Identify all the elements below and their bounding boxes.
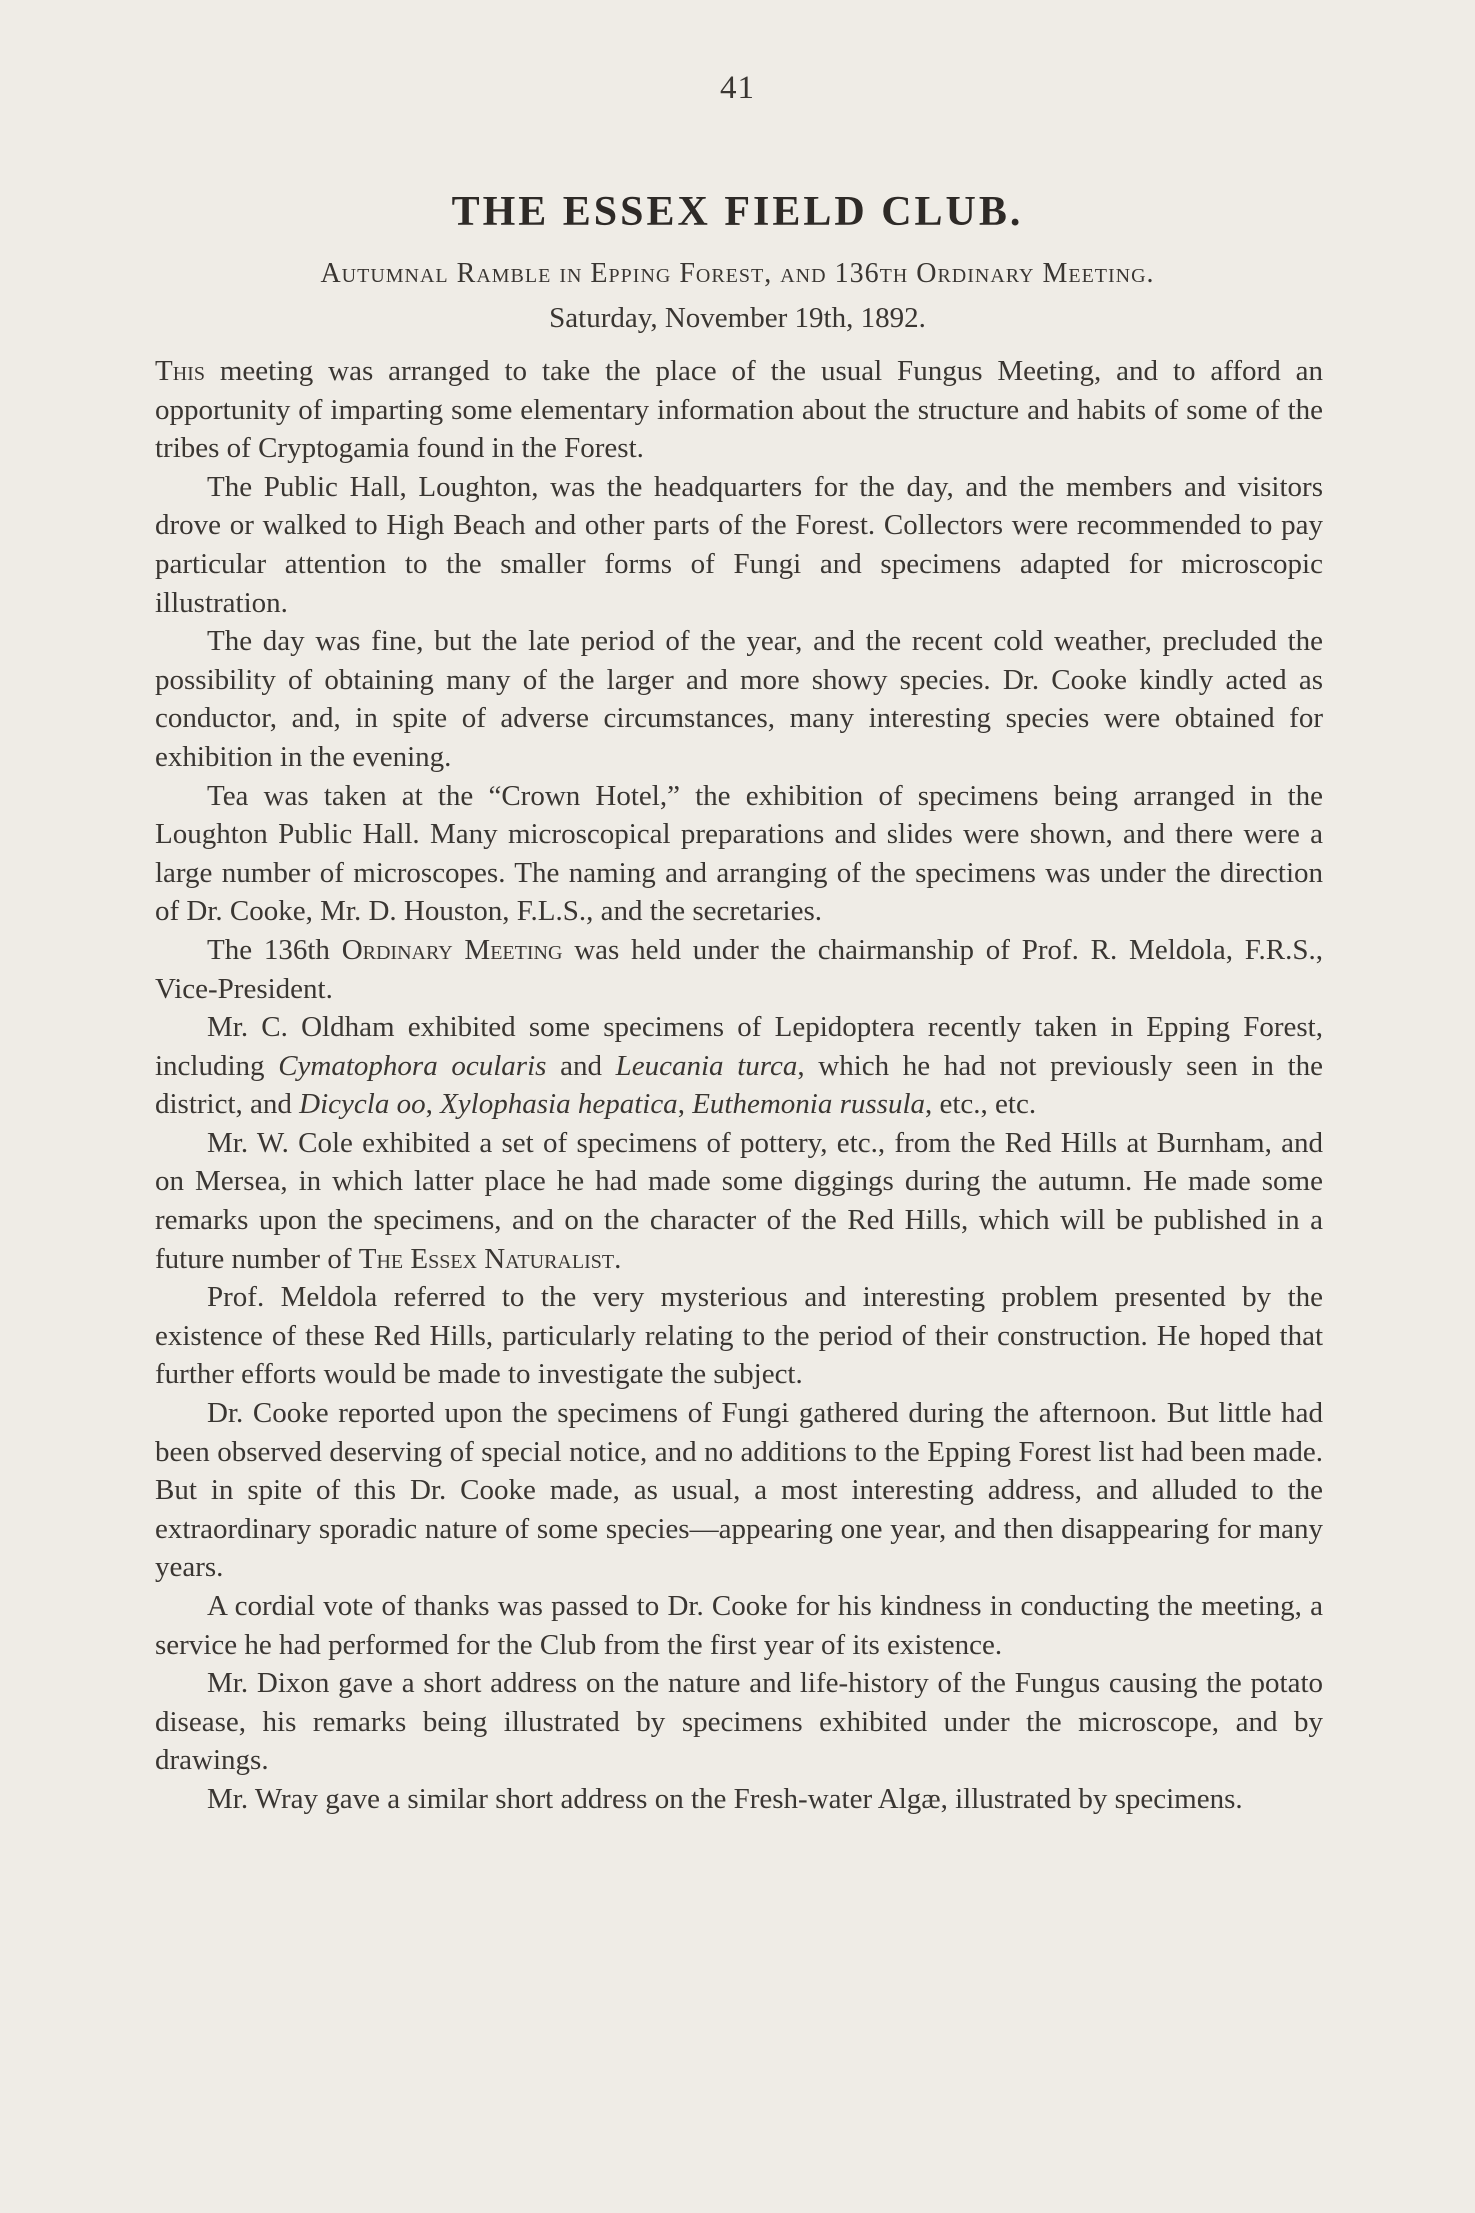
paragraph-cole — [155, 1124, 1323, 1278]
page-subtitle: Autumnal Ramble in Epping Forest, and 136th Ordinary Meeting. — [320, 258, 1155, 289]
paragraph-text: Mr. C. Oldham exhibited some specimens of Lepidoptera recently taken in Epping Forest, including — [155, 1011, 1323, 1082]
paragraph-headquarters: The Public Hall, Loughton, was the headquarters for the day, and the members and visitors drove or walked to High Beach and other parts of the Forest. Collectors were recommended to pay particular attention to the smaller forms of Fungi and specimens adapted for microscopic illustration. — [155, 470, 1323, 619]
meeting-name: Ordinary Meeting — [341, 933, 563, 966]
paragraph-vote-of-thanks: A cordial vote of thanks was passed to Dr. Cooke for his kindness in conducting the meeting, a service he had performed for the Club from the first year of its existence. — [155, 1590, 1323, 1661]
paragraph-text: , etc., etc. — [925, 1088, 1037, 1121]
paragraph-text: The 136th — [207, 933, 342, 966]
publication-name: The Essex Naturalist — [358, 1242, 615, 1275]
species-name: Dicycla oo — [299, 1088, 426, 1121]
article-body — [155, 352, 1323, 1819]
species-name: Leucania turca — [615, 1049, 798, 1082]
paragraph-text: , — [677, 1088, 693, 1121]
paragraph-text: was held under the chairmanship of Prof. R. Meldola, F.R.S., Vice-President. — [155, 933, 1323, 1005]
species-name: Euthemonia russula — [692, 1088, 925, 1121]
species-name: Cymatophora ocularis — [278, 1049, 547, 1082]
meeting-date: Saturday, November 19th, 1892. — [549, 302, 926, 334]
paragraph-lead-word: This — [155, 355, 205, 387]
page-title: THE ESSEX FIELD CLUB. — [451, 189, 1024, 235]
paragraph-meldola: Prof. Meldola referred to the very mysterious and interesting problem presented by the existence of these Red Hills, particularly relating to the period of their construction. He hoped that further efforts would be made to investigate the subject. — [155, 1281, 1323, 1391]
paragraph-ordinary-meeting — [155, 931, 1323, 1008]
paragraph-text: , which he had not previously seen in the district, and — [155, 1049, 1323, 1121]
paragraph-wray: Mr. Wray gave a similar short address on the Fresh-water Algæ, illustrated by specimens. — [207, 1782, 1243, 1815]
paragraph-intro — [155, 352, 1323, 468]
paragraph-tea: Tea was taken at the “Crown Hotel,” the exhibition of specimens being arranged in the Loughton Public Hall. Many microscopical preparations and slides were shown, and there were a large number of microscopes. The naming and arranging of the specimens was under the direction of Dr. Cooke, Mr. D. Houston, F.L.S., and the secretaries. — [155, 779, 1323, 928]
paragraph-text: . — [614, 1242, 622, 1275]
paragraph-text: Mr. W. Cole exhibited a set of specimens of pottery, etc., from the Red Hills at Burnham, and on Mersea, in which latter place he had made some diggings during the autumn. He made some remarks upon the specimens, and on the character of the Red Hills, which will be published in a future number of — [155, 1126, 1323, 1275]
paragraph-text: , — [425, 1088, 441, 1121]
page-number: 41 — [720, 70, 755, 106]
paragraph-text: meeting was arranged to take the place of the usual Fungus Meeting, and to afford an opportunity of imparting some elementary information about the structure and habits of some of the tribes of Cryptogamia found in the Forest. — [155, 355, 1323, 465]
paragraph-weather: The day was fine, but the late period of the year, and the recent cold weather, precluded the possibility of obtaining many of the larger and more showy species. Dr. Cooke kindly acted as conductor, and, in spite of adverse circumstances, many interesting species were obtained for exhibition in the evening. — [155, 625, 1323, 773]
paragraph-text: and — [546, 1049, 616, 1082]
paragraph-dixon: Mr. Dixon gave a short address on the nature and life-history of the Fungus causing the potato disease, his remarks being illustrated by specimens exhibited under the microscope, and by drawings. — [155, 1667, 1323, 1777]
species-name: Xylophasia hepatica — [440, 1088, 678, 1121]
paragraph-oldham — [155, 1008, 1323, 1124]
paragraph-cooke-report: Dr. Cooke reported upon the specimens of Fungi gathered during the afternoon. But little had been observed deserving of special notice, and no additions to the Epping Forest list had been made. But in spite of this Dr. Cooke made, as usual, a most interesting address, and alluded to the extraordinary sporadic nature of some species—appearing one year, and then disappearing for many years. — [155, 1397, 1323, 1584]
